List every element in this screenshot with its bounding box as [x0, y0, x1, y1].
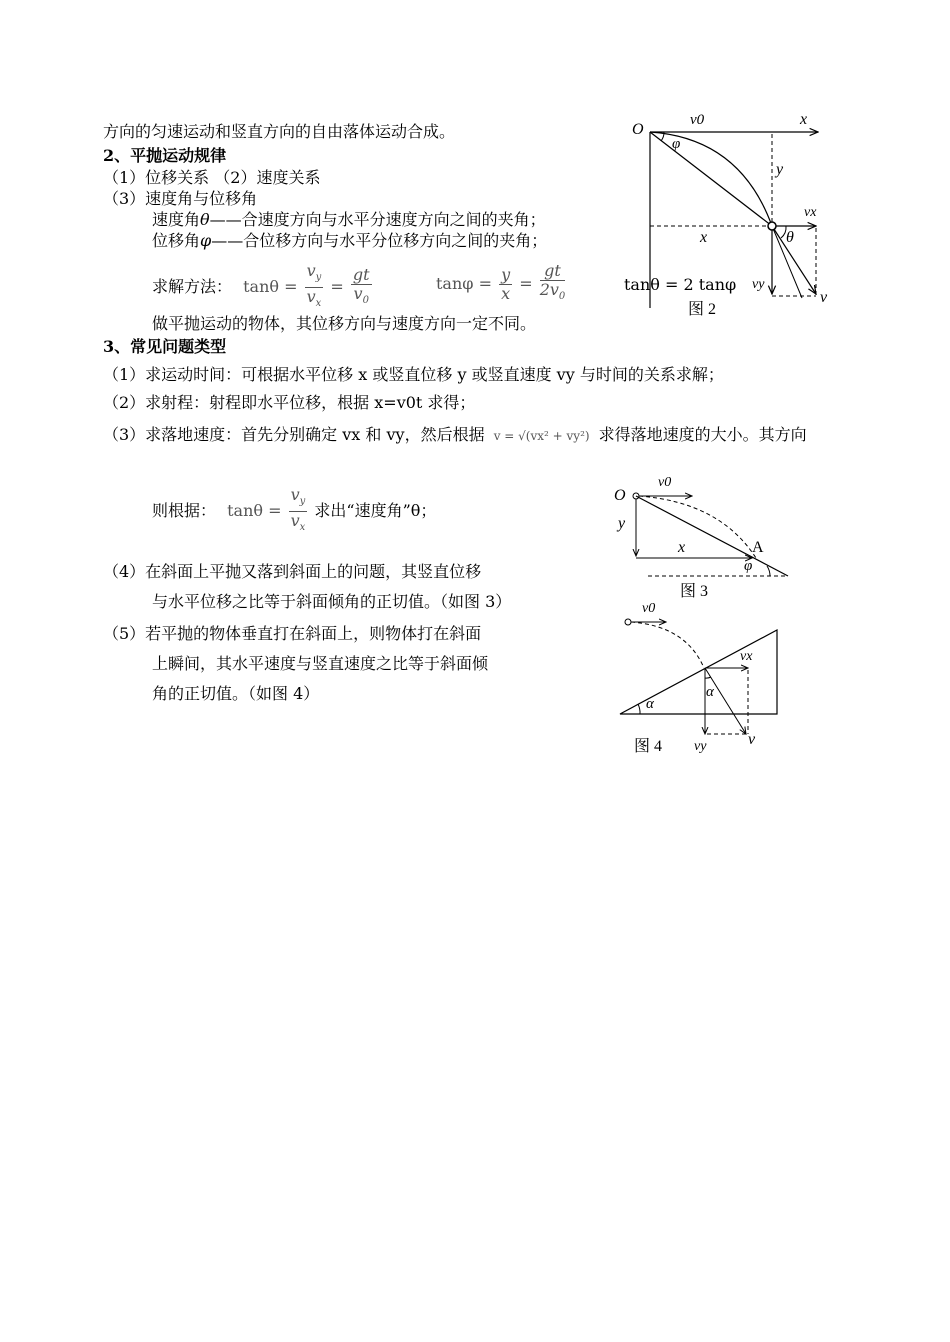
- fig2-label-O: O: [632, 121, 644, 138]
- fig2-label-vx: vx: [804, 205, 817, 220]
- fig4-label-v0: v0: [642, 601, 656, 616]
- question-5-line2: 上瞬间，其水平速度与竖直速度之比等于斜面倾: [152, 654, 489, 673]
- fig3-label-y: y: [618, 515, 626, 532]
- question-1: （1）求运动时间：可根据水平位移 x 或竖直位移 y 或竖直速度 vy 与时间的关系求解；: [103, 365, 724, 384]
- question-5-line1: （5）若平抛的物体垂直打在斜面上，则物体打在斜面: [103, 624, 482, 643]
- fig3-label-A: A: [752, 539, 764, 556]
- fig4-label-v: v: [748, 731, 756, 748]
- fig3-caption: 图 3: [680, 583, 709, 600]
- fig2-label-v: v: [820, 289, 828, 306]
- fig4-label-alpha-velocity: α: [706, 684, 714, 700]
- item-1-2: （1）位移关系 （2）速度关系: [103, 168, 321, 187]
- question-4-line2: 与水平位移之比等于斜面倾角的正切值。（如图 3）: [152, 592, 512, 611]
- figure-4: [612, 596, 792, 761]
- figure-3: [610, 470, 795, 605]
- question-3: （3）求落地速度：首先分别确定 vx 和 vy，然后根据 v = √(vx² + vy²) 求得落地速度的大小。其方向: [103, 425, 807, 444]
- fig3-label-v0: v0: [658, 475, 672, 490]
- fig2-label-vy: vy: [752, 277, 765, 292]
- fig2-caption: 图 2: [688, 301, 717, 318]
- question-3-cont: 则根据： tanθ = $\frac{v_y}{v_x}$ 求出“速度角”θ；: [152, 486, 436, 534]
- figure-2: [620, 108, 840, 323]
- tan-theta: tanθ =: [243, 277, 298, 297]
- fig2-label-theta: θ: [786, 229, 794, 246]
- fig3-label-x: x: [678, 539, 686, 556]
- fig3-label-O: O: [614, 487, 626, 504]
- section-heading-3: 3、常见问题类型: [103, 337, 227, 356]
- fig4-caption: 图 4: [634, 738, 663, 755]
- question-2: （2）求射程：射程即水平位移，根据 x=v0t 求得；: [103, 393, 476, 412]
- question-4-line1: （4）在斜面上平抛又落到斜面上的问题，其竖直位移: [103, 562, 482, 581]
- fig3-label-phi: φ: [744, 558, 753, 574]
- note-line: 做平抛运动的物体，其位移方向与速度方向一定不同。: [152, 314, 537, 333]
- frac-gt-2v0: $\frac{gt}{2v_0}$: [539, 261, 566, 303]
- tan-relation: tanθ = 2 tanφ: [624, 275, 737, 294]
- fig2-label-x-axis: x: [800, 111, 808, 128]
- fig2-label-x: x: [700, 229, 708, 246]
- fig2-label-phi: φ: [672, 136, 681, 152]
- speed-formula: v = √(vx² + vy²): [493, 429, 590, 443]
- frac-gt-v0: $\frac{gt}{v_0}$: [352, 264, 370, 306]
- theta-definition: 速度角θ——合速度方向与水平分速度方向之间的夹角；: [152, 210, 546, 229]
- fig4-label-vx: vx: [740, 649, 753, 664]
- phi-definition: 位移角φ——合位移方向与水平分位移方向之间的夹角；: [152, 231, 548, 250]
- method-line: 求解方法： tanθ = $\frac{v_y}{v_x}$ = $\frac{gt}{v_0}$: [152, 262, 374, 306]
- frac-y-x: $\frac{y}{x}$: [501, 265, 511, 303]
- tan-phi-formula: tanφ = $\frac{y}{x}$ = $\frac{gt}{2v_0}$: [436, 262, 567, 306]
- method-label: 求解方法：: [152, 277, 233, 297]
- intro-line: 方向的匀速运动和竖直方向的自由落体运动合成。: [103, 122, 456, 141]
- item-3: （3）速度角与位移角: [103, 189, 258, 208]
- question-5-line3: 角的正切值。（如图 4）: [152, 684, 320, 703]
- frac-vy-vx: $\frac{v_y}{v_x}$: [306, 261, 322, 310]
- fig2-label-y: y: [776, 161, 784, 178]
- fig4-label-vy: vy: [694, 739, 707, 754]
- section-heading-2: 2、平抛运动规律: [103, 146, 227, 165]
- frac-vy-vx-2: $\frac{v_y}{v_x}$: [290, 485, 306, 534]
- fig4-label-alpha-slope: α: [646, 696, 654, 712]
- fig2-label-v0: v0: [690, 112, 705, 128]
